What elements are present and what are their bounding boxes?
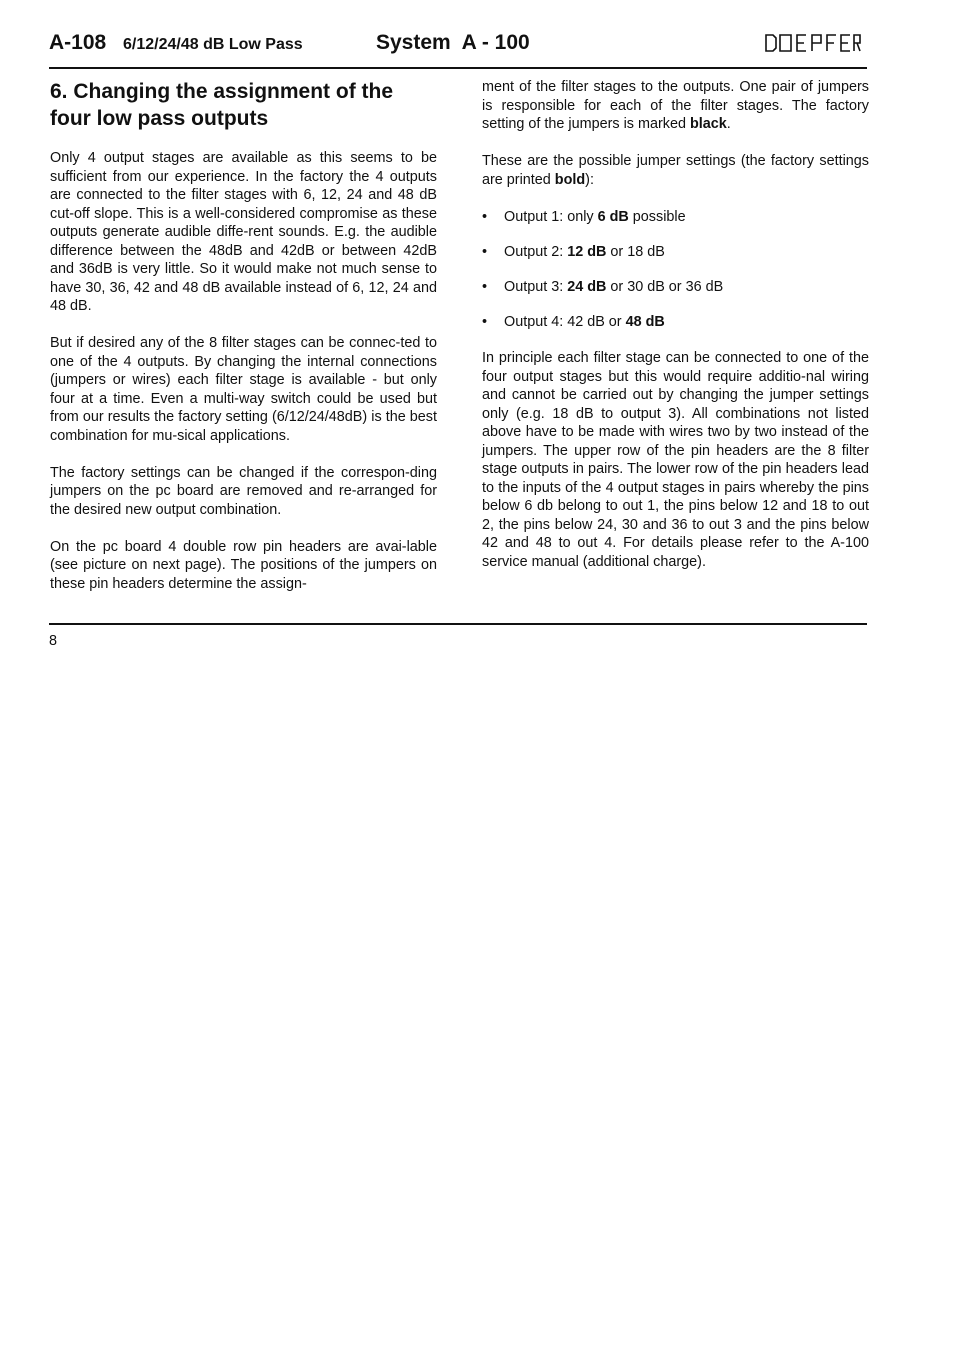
footer-rule xyxy=(49,623,867,625)
bullet-icon: • xyxy=(482,208,488,225)
paragraph-filter-stages: But if desired any of the 8 filter stages can be connec-ted to one of the 4 outputs. By changing the internal connections (jumpers or wires) each filter stage is available - but only four at a time. Even a multi-way switch could be used but from our results the factory setting (6/12/24/48dB) is the best combination for mu-sical applications. xyxy=(50,335,437,444)
bullet-icon: • xyxy=(482,313,488,330)
paragraph-pin-headers: On the pc board 4 double row pin headers are avai-lable (see picture on next page). The positions of the jumpers on these pin headers determine the assign- xyxy=(50,538,437,592)
right-column xyxy=(482,78,869,590)
bullet-icon: • xyxy=(482,278,488,295)
list-item: • Output 2: 12 dB or 18 dB xyxy=(482,243,665,260)
output-settings-list xyxy=(482,208,869,332)
header-rule xyxy=(49,67,867,69)
left-column xyxy=(50,78,437,612)
paragraph-jumper-assignment: ment of the filter stages to the outputs. One pair of jumpers is responsible for each of the filter stages. The factory setting of the jumpers is marked black. xyxy=(482,79,869,132)
section-title: 6. Changing the assignment of the four low pass outputs xyxy=(50,80,394,130)
module-subtitle: 6/12/24/48 dB Low Pass xyxy=(123,36,303,53)
list-item: • Output 3: 24 dB or 30 dB or 36 dB xyxy=(482,278,724,295)
page-header xyxy=(49,28,867,62)
bullet-icon: • xyxy=(482,243,488,260)
paragraph-factory-settings: The factory settings can be changed if the correspon-ding jumpers on the pc board are removed and re-arranged for the desired new output combination. xyxy=(50,464,437,518)
paragraph-output-stages: Only 4 output stages are available as this seems to be sufficient from our experience. In the factory the 4 outputs are connected to the filter stages with 6, 12, 24 and 48 dB cut-off slope. This is a well-considered compromise as these outputs generate audible diffe-rent sounds. E.g. the audible difference between the 48dB and 42dB or between 42dB and 36dB is very little. So it would make not much sense to have 30, 36, 42 and 48 dB available instead of 6, 12, 24 and 48 dB. xyxy=(50,150,437,314)
list-item: • Output 1: only 6 dB possible xyxy=(482,208,686,225)
paragraph-settings-intro: These are the possible jumper settings (the factory settings are printed bold): xyxy=(482,153,869,188)
list-item: • Output 4: 42 dB or 48 dB xyxy=(482,313,665,330)
module-id: A-108 xyxy=(49,31,107,54)
doepfer-logo xyxy=(763,32,861,54)
system-name: System A - 100 xyxy=(376,31,530,54)
page-number: 8 xyxy=(49,633,58,649)
paragraph-principle: In principle each filter stage can be connected to one of the four output stages but this would require additio-nal wiring and cannot be carried out by changing the jumper settings only (e.g. 18 dB to output 3). All combinations not listed above have to be made with wires two by two instead of the jumpers. The upper row of the pin headers are the 8 filter stage outputs in pairs. The lower row of the pin headers lead to the inputs of the 4 output stages in pairs whereby the pins below 6 db belong to out 1, the pins below 12 and 18 to out 2, the pins below 24, 30 and 36 to out 3 and the pins below 42 and 48 to out 4. For details please refer to the A-100 service manual (additional charge). xyxy=(482,350,869,570)
